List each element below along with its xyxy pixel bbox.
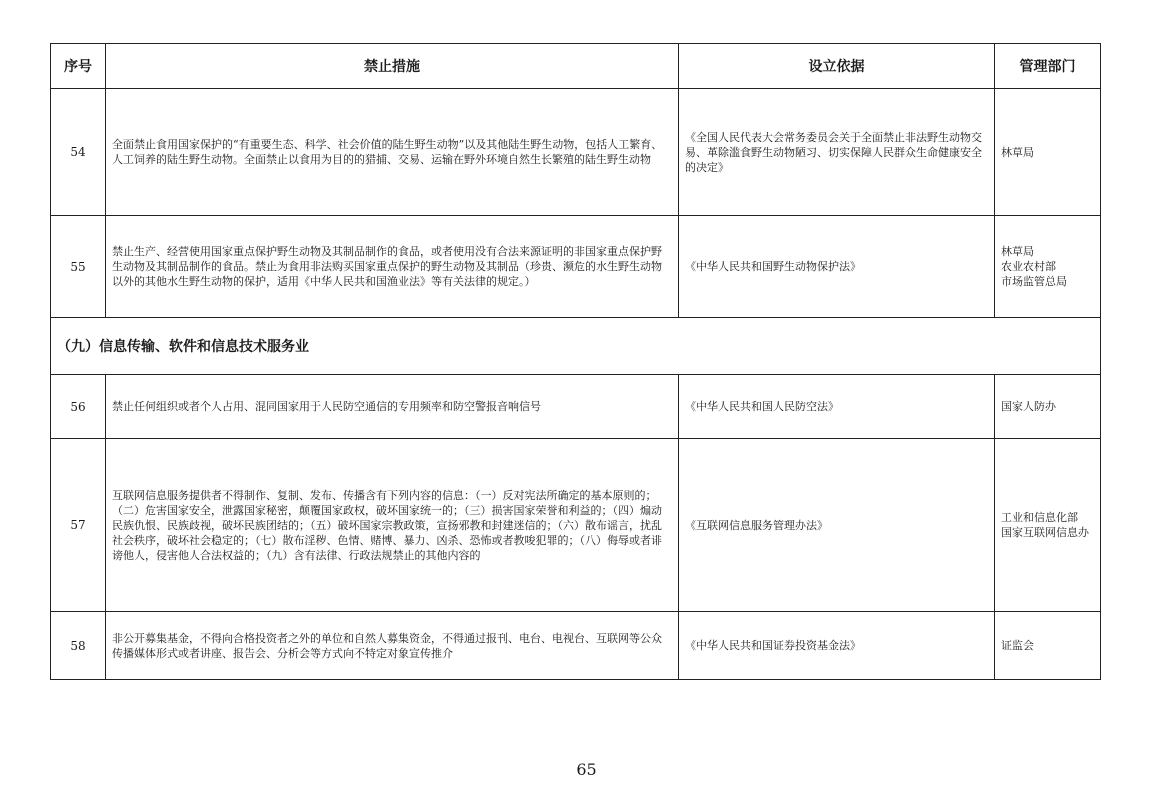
header-dept: 管理部门 bbox=[995, 44, 1101, 89]
section-row bbox=[51, 318, 1101, 375]
regulation-table bbox=[50, 43, 1101, 680]
table-row bbox=[51, 439, 1101, 612]
row-dept: 国家人防办 bbox=[995, 375, 1101, 439]
row-measure: 禁止任何组织或者个人占用、混同国家用于人民防空通信的专用频率和防空警报音响信号 bbox=[106, 375, 679, 439]
row-measure: 全面禁止食用国家保护的“有重要生态、科学、社会价值的陆生野生动物”以及其他陆生野生动物，包括人工繁育、人工饲养的陆生野生动物。全面禁止以食用为目的的猎捕、交易、运输在野外环境自然生长繁殖的陆生野生动物 bbox=[106, 89, 679, 216]
row-dept: 林草局 农业农村部 市场监管总局 bbox=[995, 216, 1101, 318]
row-basis: 《中华人民共和国人民防空法》 bbox=[679, 375, 995, 439]
table-row bbox=[51, 375, 1101, 439]
row-measure: 非公开募集基金，不得向合格投资者之外的单位和自然人募集资金，不得通过报刊、电台、电视台、互联网等公众传播媒体形式或者讲座、报告会、分析会等方式向不特定对象宣传推介 bbox=[106, 612, 679, 680]
row-number: 54 bbox=[51, 89, 106, 216]
header-measure: 禁止措施 bbox=[106, 44, 679, 89]
row-basis: 《互联网信息服务管理办法》 bbox=[679, 439, 995, 612]
row-number: 55 bbox=[51, 216, 106, 318]
row-dept: 林草局 bbox=[995, 89, 1101, 216]
table-row bbox=[51, 216, 1101, 318]
row-number: 56 bbox=[51, 375, 106, 439]
row-dept: 工业和信息化部 国家互联网信息办 bbox=[995, 439, 1101, 612]
row-measure: 禁止生产、经营使用国家重点保护野生动物及其制品制作的食品，或者使用没有合法来源证明的非国家重点保护野生动物及其制品制作的食品。禁止为食用非法购买国家重点保护的野生动物及其制品（珍贵、濒危的水生野生动物以外的其他水生野生动物的保护，适用《中华人民共和国渔业法》等有关法律的规定。） bbox=[106, 216, 679, 318]
row-number: 57 bbox=[51, 439, 106, 612]
section-title: （九）信息传输、软件和信息技术服务业 bbox=[51, 318, 1101, 375]
page-number: 65 bbox=[576, 760, 597, 779]
table-header-row bbox=[51, 44, 1101, 89]
row-dept: 证监会 bbox=[995, 612, 1101, 680]
row-number: 58 bbox=[51, 612, 106, 680]
row-basis: 《中华人民共和国证券投资基金法》 bbox=[679, 612, 995, 680]
row-measure: 互联网信息服务提供者不得制作、复制、发布、传播含有下列内容的信息：（一）反对宪法所确定的基本原则的；（二）危害国家安全，泄露国家秘密，颠覆国家政权，破坏国家统一的；（三）损害国家荣誉和利益的；（四）煽动民族仇恨、民族歧视，破坏民族团结的；（五）破坏国家宗教政策，宣扬邪教和封建迷信的；（六）散布谣言，扰乱社会秩序，破坏社会稳定的；（七）散布淫秽、色情、赌博、暴力、凶杀、恐怖或者教唆犯罪的；（八）侮辱或者诽谤他人，侵害他人合法权益的；（九）含有法律、行政法规禁止的其他内容的 bbox=[106, 439, 679, 612]
header-basis: 设立依据 bbox=[679, 44, 995, 89]
row-basis: 《全国人民代表大会常务委员会关于全面禁止非法野生动物交易、革除滥食野生动物陋习、切实保障人民群众生命健康安全的决定》 bbox=[679, 89, 995, 216]
table-row bbox=[51, 612, 1101, 680]
header-no: 序号 bbox=[51, 44, 106, 89]
table-row bbox=[51, 89, 1101, 216]
row-basis: 《中华人民共和国野生动物保护法》 bbox=[679, 216, 995, 318]
